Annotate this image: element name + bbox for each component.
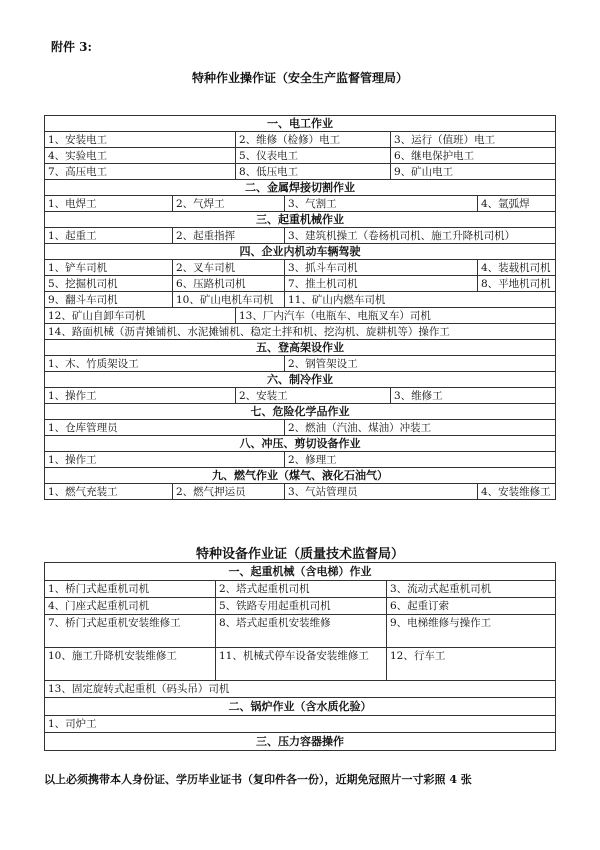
list-item: 1、桥门式起重机司机 xyxy=(45,581,216,598)
list-item: 12、行车工 xyxy=(387,648,556,681)
list-item: 6、起重订索 xyxy=(387,598,556,615)
section-header: 三、起重机械作业 xyxy=(45,212,556,228)
list-item: 2、燃气押运员 xyxy=(173,484,285,500)
list-item: 4、安装维修工 xyxy=(478,484,556,500)
footer-note: 以上必须携带本人身份证、学历毕业证书（复印件各一份），近期免冠照片一寸彩照 4 张 xyxy=(44,773,472,786)
list-item: 2、气焊工 xyxy=(173,196,285,212)
section-header: 一、起重机械（含电梯）作业 xyxy=(45,563,556,581)
list-item: 1、铲车司机 xyxy=(45,260,173,276)
list-item: 2、修理工 xyxy=(285,452,556,468)
list-item: 1、操作工 xyxy=(45,452,285,468)
list-item: 1、燃气充装工 xyxy=(45,484,173,500)
list-item: 8、塔式起重机安装维修 xyxy=(216,615,387,648)
list-item: 2、塔式起重机司机 xyxy=(216,581,387,598)
list-item: 11、机械式停车设备安装维修工 xyxy=(216,648,387,681)
section-header: 四、企业内机动车辆驾驶 xyxy=(45,244,556,260)
section-header: 二、锅炉作业（含水质化验） xyxy=(45,698,556,716)
list-item: 10、矿山电机车司机 xyxy=(173,292,285,308)
list-item: 3、建筑机操工（卷杨机司机、施工升降机司机） xyxy=(285,228,556,244)
cert1-title: 特种作业操作证（安全生产监督管理局） xyxy=(191,71,408,85)
list-item: 4、氩弧焊 xyxy=(478,196,556,212)
list-item: 3、气割工 xyxy=(285,196,478,212)
list-item: 14、路面机械（沥青摊铺机、水泥摊铺机、稳定土拌和机、挖沟机、旋耕机等）操作工 xyxy=(45,324,556,340)
list-item: 5、挖掘机司机 xyxy=(45,276,173,292)
list-item: 2、安装工 xyxy=(236,388,391,404)
list-item: 5、铁路专用起重机司机 xyxy=(216,598,387,615)
list-item: 10、施工升降机安装维修工 xyxy=(45,648,216,681)
list-item: 2、维修（检修）电工 xyxy=(236,132,391,148)
list-item: 1、电焊工 xyxy=(45,196,173,212)
list-item: 1、安装电工 xyxy=(45,132,236,148)
list-item: 3、气站管理员 xyxy=(285,484,478,500)
list-item: 8、低压电工 xyxy=(236,164,391,180)
list-item: 9、矿山电工 xyxy=(391,164,556,180)
list-item: 4、装载机司机 xyxy=(478,260,556,276)
attachment-label: 附件 3: xyxy=(51,40,92,54)
section-header: 七、危险化学品作业 xyxy=(45,404,556,420)
list-item: 7、推土机司机 xyxy=(285,276,478,292)
list-item: 3、运行（值班）电工 xyxy=(391,132,556,148)
list-item: 1、木、竹质架设工 xyxy=(45,356,285,372)
section-header: 一、电工作业 xyxy=(45,116,556,132)
section-header: 三、压力容器操作 xyxy=(45,733,556,751)
list-item: 3、维修工 xyxy=(391,388,556,404)
list-item: 9、电梯维修与操作工 xyxy=(387,615,556,648)
list-item: 12、矿山自卸车司机 xyxy=(45,308,236,324)
list-item: 6、继电保护电工 xyxy=(391,148,556,164)
cert2-title: 特种设备作业证（质量技术监督局） xyxy=(195,547,404,562)
list-item: 2、燃油（汽油、煤油）冲装工 xyxy=(285,420,556,436)
section-header: 二、金属焊接切割作业 xyxy=(45,180,556,196)
list-item: 1、起重工 xyxy=(45,228,173,244)
list-item: 7、高压电工 xyxy=(45,164,236,180)
list-item: 1、仓库管理员 xyxy=(45,420,285,436)
list-item: 8、平地机司机 xyxy=(478,276,556,292)
list-item: 4、门座式起重机司机 xyxy=(45,598,216,615)
list-item: 7、桥门式起重机安装维修工 xyxy=(45,615,216,648)
list-item: 9、翻斗车司机 xyxy=(45,292,173,308)
section-header: 六、制冷作业 xyxy=(45,372,556,388)
list-item: 3、流动式起重机司机 xyxy=(387,581,556,598)
section-header: 九、燃气作业（煤气、液化石油气） xyxy=(45,468,556,484)
list-item: 2、钢管架设工 xyxy=(285,356,556,372)
list-item: 11、矿山内燃车司机 xyxy=(285,292,556,308)
list-item: 13、固定旋转式起重机（码头吊）司机 xyxy=(45,681,556,698)
cert2-table xyxy=(44,562,556,751)
list-item: 2、叉车司机 xyxy=(173,260,285,276)
section-header: 五、登高架设作业 xyxy=(45,340,556,356)
cert1-table xyxy=(44,115,556,500)
list-item: 6、压路机司机 xyxy=(173,276,285,292)
list-item: 5、仪表电工 xyxy=(236,148,391,164)
list-item: 3、抓斗车司机 xyxy=(285,260,478,276)
list-item: 1、司炉工 xyxy=(45,716,556,733)
list-item: 2、起重指挥 xyxy=(173,228,285,244)
list-item: 13、厂内汽车（电瓶车、电瓶叉车）司机 xyxy=(236,308,556,324)
list-item: 4、实验电工 xyxy=(45,148,236,164)
list-item: 1、操作工 xyxy=(45,388,236,404)
section-header: 八、冲压、剪切设备作业 xyxy=(45,436,556,452)
